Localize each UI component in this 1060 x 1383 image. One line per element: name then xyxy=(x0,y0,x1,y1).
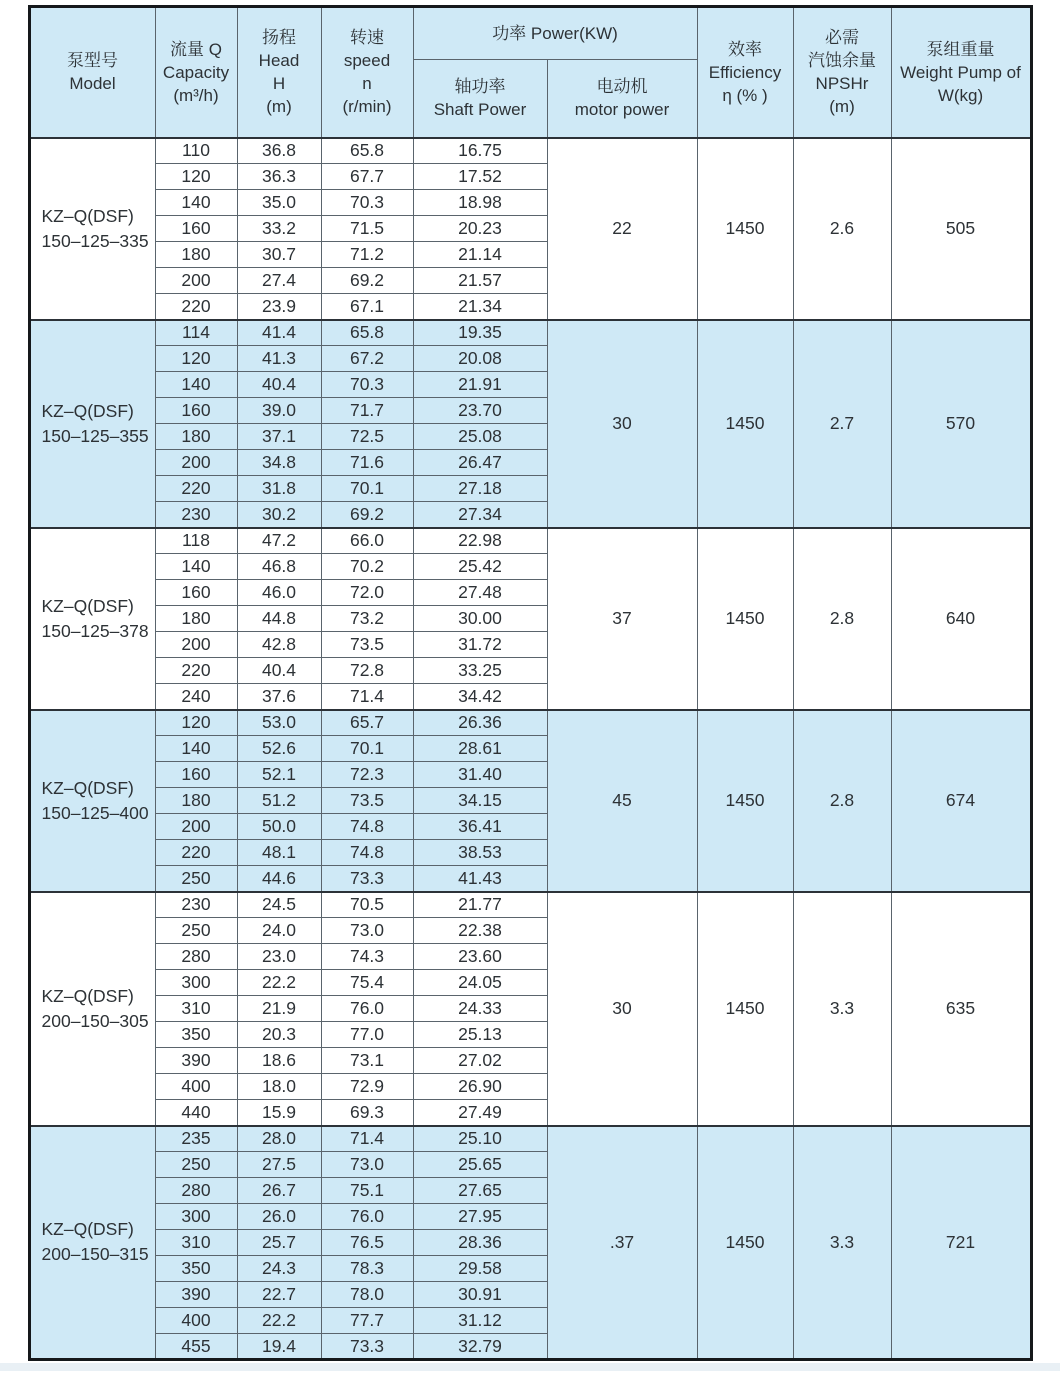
header-npshr xyxy=(793,7,891,138)
shaft-power-cell: 25.42 xyxy=(413,554,547,580)
header-row-top xyxy=(29,7,1031,60)
shaft-power-cell: 16.75 xyxy=(413,138,547,164)
model-line: KZ–Q(DSF) xyxy=(41,400,134,421)
head-cell: 26.0 xyxy=(237,1204,321,1230)
capacity-cell: 140 xyxy=(155,372,237,398)
shaft-power-cell: 18.98 xyxy=(413,190,547,216)
head-cell: 22.2 xyxy=(237,1308,321,1334)
speed-cell: 73.5 xyxy=(321,632,413,658)
header-model-line: Model xyxy=(69,74,116,94)
npshr-cell: 2.6 xyxy=(793,138,891,320)
efficiency-cell: 1450 xyxy=(697,320,793,528)
capacity-cell: 350 xyxy=(155,1022,237,1048)
head-cell: 46.0 xyxy=(237,580,321,606)
head-cell: 51.2 xyxy=(237,788,321,814)
capacity-cell: 235 xyxy=(155,1126,237,1152)
header-shaft-power-line: Shaft Power xyxy=(433,100,527,120)
speed-cell: 69.3 xyxy=(321,1100,413,1126)
shaft-power-cell: 27.49 xyxy=(413,1100,547,1126)
speed-cell: 71.2 xyxy=(321,242,413,268)
capacity-cell: 160 xyxy=(155,398,237,424)
head-cell: 41.4 xyxy=(237,320,321,346)
weight-cell: 640 xyxy=(891,528,1031,710)
model-line: 150–125–335 xyxy=(41,230,149,251)
head-cell: 50.0 xyxy=(237,814,321,840)
header-shaft-power-line: 轴功率 xyxy=(454,77,506,97)
shaft-power-cell: 25.08 xyxy=(413,424,547,450)
shaft-power-cell: 28.36 xyxy=(413,1230,547,1256)
speed-cell: 69.2 xyxy=(321,502,413,528)
table-row xyxy=(29,528,1031,554)
weight-cell: 570 xyxy=(891,320,1031,528)
shaft-power-cell: 27.65 xyxy=(413,1178,547,1204)
shaft-power-cell: 30.91 xyxy=(413,1282,547,1308)
capacity-cell: 200 xyxy=(155,268,237,294)
speed-cell: 73.3 xyxy=(321,866,413,892)
capacity-cell: 160 xyxy=(155,762,237,788)
head-cell: 24.3 xyxy=(237,1256,321,1282)
capacity-cell: 300 xyxy=(155,970,237,996)
capacity-cell: 250 xyxy=(155,1152,237,1178)
header-capacity-line: 流量 Q xyxy=(170,39,222,59)
head-cell: 20.3 xyxy=(237,1022,321,1048)
head-cell: 24.5 xyxy=(237,892,321,918)
shaft-power-cell: 17.52 xyxy=(413,164,547,190)
model-line: KZ–Q(DSF) xyxy=(41,595,134,616)
model-line: KZ–Q(DSF) xyxy=(41,205,134,226)
header-speed xyxy=(321,7,413,138)
header-weight-line: W(kg) xyxy=(937,85,984,105)
motor-power-cell: 30 xyxy=(547,892,697,1126)
speed-cell: 65.8 xyxy=(321,138,413,164)
head-cell: 25.7 xyxy=(237,1230,321,1256)
capacity-cell: 230 xyxy=(155,892,237,918)
efficiency-cell: 1450 xyxy=(697,710,793,892)
speed-cell: 76.5 xyxy=(321,1230,413,1256)
table-row xyxy=(29,320,1031,346)
speed-cell: 71.6 xyxy=(321,450,413,476)
head-cell: 40.4 xyxy=(237,372,321,398)
shaft-power-cell: 31.12 xyxy=(413,1308,547,1334)
speed-cell: 70.3 xyxy=(321,190,413,216)
header-efficiency xyxy=(697,7,793,138)
shaft-power-cell: 20.08 xyxy=(413,346,547,372)
speed-cell: 73.3 xyxy=(321,1334,413,1360)
capacity-cell: 120 xyxy=(155,164,237,190)
shaft-power-cell: 27.02 xyxy=(413,1048,547,1074)
header-efficiency-line: η (% ) xyxy=(722,85,768,105)
efficiency-cell: 1450 xyxy=(697,1126,793,1360)
motor-power-cell: 37 xyxy=(547,528,697,710)
speed-cell: 66.0 xyxy=(321,528,413,554)
shaft-power-cell: 34.42 xyxy=(413,684,547,710)
speed-cell: 67.1 xyxy=(321,294,413,320)
head-cell: 30.2 xyxy=(237,502,321,528)
shaft-power-cell: 28.61 xyxy=(413,736,547,762)
capacity-cell: 180 xyxy=(155,242,237,268)
head-cell: 39.0 xyxy=(237,398,321,424)
speed-cell: 76.0 xyxy=(321,1204,413,1230)
speed-cell: 71.7 xyxy=(321,398,413,424)
head-cell: 48.1 xyxy=(237,840,321,866)
table-row xyxy=(29,892,1031,918)
header-weight-line: 泵组重量 xyxy=(926,39,995,59)
speed-cell: 65.7 xyxy=(321,710,413,736)
weight-cell: 505 xyxy=(891,138,1031,320)
capacity-cell: 114 xyxy=(155,320,237,346)
capacity-cell: 280 xyxy=(155,944,237,970)
header-shaft-power xyxy=(413,60,547,138)
header-weight-line: Weight Pump of xyxy=(900,62,1021,82)
speed-cell: 73.1 xyxy=(321,1048,413,1074)
shaft-power-cell: 23.70 xyxy=(413,398,547,424)
shaft-power-cell: 30.00 xyxy=(413,606,547,632)
model-cell xyxy=(29,710,155,892)
head-cell: 37.1 xyxy=(237,424,321,450)
capacity-cell: 220 xyxy=(155,840,237,866)
speed-cell: 76.0 xyxy=(321,996,413,1022)
capacity-cell: 140 xyxy=(155,736,237,762)
speed-cell: 72.3 xyxy=(321,762,413,788)
head-cell: 30.7 xyxy=(237,242,321,268)
header-head xyxy=(237,7,321,138)
speed-cell: 77.0 xyxy=(321,1022,413,1048)
header-npshr-line: 汽蚀余量 xyxy=(808,51,876,71)
head-cell: 27.5 xyxy=(237,1152,321,1178)
head-cell: 18.0 xyxy=(237,1074,321,1100)
head-cell: 24.0 xyxy=(237,918,321,944)
table-row xyxy=(29,710,1031,736)
header-speed-line: (r/min) xyxy=(342,97,392,117)
speed-cell: 78.0 xyxy=(321,1282,413,1308)
header-npshr-line: NPSHr xyxy=(815,74,869,94)
head-cell: 26.7 xyxy=(237,1178,321,1204)
header-npshr-line: 必需 xyxy=(825,28,859,48)
efficiency-cell: 1450 xyxy=(697,892,793,1126)
capacity-cell: 310 xyxy=(155,1230,237,1256)
capacity-cell: 120 xyxy=(155,346,237,372)
motor-power-cell: 30 xyxy=(547,320,697,528)
model-line: 200–150–315 xyxy=(41,1244,149,1265)
head-cell: 27.4 xyxy=(237,268,321,294)
head-cell: 44.8 xyxy=(237,606,321,632)
header-motor-power xyxy=(547,60,697,138)
speed-cell: 77.7 xyxy=(321,1308,413,1334)
speed-cell: 73.0 xyxy=(321,1152,413,1178)
npshr-cell: 2.8 xyxy=(793,710,891,892)
speed-cell: 70.1 xyxy=(321,476,413,502)
npshr-cell: 3.3 xyxy=(793,1126,891,1360)
head-cell: 35.0 xyxy=(237,190,321,216)
capacity-cell: 110 xyxy=(155,138,237,164)
head-cell: 31.8 xyxy=(237,476,321,502)
head-cell: 36.3 xyxy=(237,164,321,190)
weight-cell: 635 xyxy=(891,892,1031,1126)
header-efficiency-line: 效率 xyxy=(728,39,762,59)
speed-cell: 75.1 xyxy=(321,1178,413,1204)
speed-cell: 78.3 xyxy=(321,1256,413,1282)
capacity-cell: 300 xyxy=(155,1204,237,1230)
capacity-cell: 200 xyxy=(155,450,237,476)
header-efficiency-line: Efficiency xyxy=(708,62,782,82)
capacity-cell: 280 xyxy=(155,1178,237,1204)
head-cell: 23.9 xyxy=(237,294,321,320)
capacity-cell: 230 xyxy=(155,502,237,528)
header-head-line: (m) xyxy=(266,97,292,117)
shaft-power-cell: 29.58 xyxy=(413,1256,547,1282)
model-cell xyxy=(29,138,155,320)
shaft-power-cell: 23.60 xyxy=(413,944,547,970)
speed-cell: 71.4 xyxy=(321,1126,413,1152)
npshr-cell: 3.3 xyxy=(793,892,891,1126)
header-motor-power-line: 电动机 xyxy=(596,77,648,97)
shaft-power-cell: 21.91 xyxy=(413,372,547,398)
head-cell: 37.6 xyxy=(237,684,321,710)
head-cell: 47.2 xyxy=(237,528,321,554)
capacity-cell: 180 xyxy=(155,424,237,450)
shaft-power-cell: 38.53 xyxy=(413,840,547,866)
head-cell: 40.4 xyxy=(237,658,321,684)
shaft-power-cell: 22.38 xyxy=(413,918,547,944)
head-cell: 44.6 xyxy=(237,866,321,892)
efficiency-cell: 1450 xyxy=(697,528,793,710)
shaft-power-cell: 21.14 xyxy=(413,242,547,268)
speed-cell: 75.4 xyxy=(321,970,413,996)
shaft-power-cell: 22.98 xyxy=(413,528,547,554)
head-cell: 52.1 xyxy=(237,762,321,788)
capacity-cell: 350 xyxy=(155,1256,237,1282)
header-head-line: 扬程 xyxy=(262,28,296,48)
shaft-power-cell: 27.18 xyxy=(413,476,547,502)
header-speed-line: 转速 xyxy=(350,28,384,48)
model-line: KZ–Q(DSF) xyxy=(41,985,134,1006)
capacity-cell: 220 xyxy=(155,476,237,502)
shaft-power-cell: 24.33 xyxy=(413,996,547,1022)
speed-cell: 72.0 xyxy=(321,580,413,606)
capacity-cell: 200 xyxy=(155,632,237,658)
speed-cell: 74.8 xyxy=(321,814,413,840)
weight-cell: 721 xyxy=(891,1126,1031,1360)
motor-power-cell: 45 xyxy=(547,710,697,892)
speed-cell: 72.8 xyxy=(321,658,413,684)
capacity-cell: 200 xyxy=(155,814,237,840)
speed-cell: 73.0 xyxy=(321,918,413,944)
npshr-cell: 2.8 xyxy=(793,528,891,710)
pump-spec-table xyxy=(28,5,1033,1361)
shaft-power-cell: 32.79 xyxy=(413,1334,547,1360)
header-model xyxy=(29,7,155,138)
table-row xyxy=(29,138,1031,164)
header-power: 功率 Power(KW) xyxy=(413,7,697,60)
speed-cell: 70.3 xyxy=(321,372,413,398)
shaft-power-cell: 25.65 xyxy=(413,1152,547,1178)
model-line: KZ–Q(DSF) xyxy=(41,777,134,798)
capacity-cell: 250 xyxy=(155,866,237,892)
speed-cell: 71.5 xyxy=(321,216,413,242)
shaft-power-cell: 41.43 xyxy=(413,866,547,892)
model-cell xyxy=(29,1126,155,1360)
motor-power-cell: .37 xyxy=(547,1126,697,1360)
shaft-power-cell: 27.48 xyxy=(413,580,547,606)
speed-cell: 71.4 xyxy=(321,684,413,710)
speed-cell: 67.7 xyxy=(321,164,413,190)
head-cell: 22.7 xyxy=(237,1282,321,1308)
shaft-power-cell: 31.40 xyxy=(413,762,547,788)
capacity-cell: 140 xyxy=(155,190,237,216)
shaft-power-cell: 21.77 xyxy=(413,892,547,918)
capacity-cell: 400 xyxy=(155,1074,237,1100)
model-line: 150–125–400 xyxy=(41,802,149,823)
shaft-power-cell: 33.25 xyxy=(413,658,547,684)
shaft-power-cell: 27.95 xyxy=(413,1204,547,1230)
shaft-power-cell: 31.72 xyxy=(413,632,547,658)
weight-cell: 674 xyxy=(891,710,1031,892)
shaft-power-cell: 19.35 xyxy=(413,320,547,346)
head-cell: 46.8 xyxy=(237,554,321,580)
head-cell: 18.6 xyxy=(237,1048,321,1074)
speed-cell: 65.8 xyxy=(321,320,413,346)
head-cell: 22.2 xyxy=(237,970,321,996)
speed-cell: 74.8 xyxy=(321,840,413,866)
speed-cell: 74.3 xyxy=(321,944,413,970)
npshr-cell: 2.7 xyxy=(793,320,891,528)
header-speed-line: n xyxy=(362,74,372,94)
capacity-cell: 310 xyxy=(155,996,237,1022)
capacity-cell: 180 xyxy=(155,788,237,814)
motor-power-cell: 22 xyxy=(547,138,697,320)
capacity-cell: 390 xyxy=(155,1048,237,1074)
capacity-cell: 455 xyxy=(155,1334,237,1360)
speed-cell: 72.9 xyxy=(321,1074,413,1100)
header-head-line: H xyxy=(272,74,286,94)
speed-cell: 73.2 xyxy=(321,606,413,632)
capacity-cell: 180 xyxy=(155,606,237,632)
capacity-cell: 220 xyxy=(155,658,237,684)
head-cell: 42.8 xyxy=(237,632,321,658)
capacity-cell: 160 xyxy=(155,580,237,606)
capacity-cell: 240 xyxy=(155,684,237,710)
model-line: 200–150–305 xyxy=(41,1010,149,1031)
footer-strip xyxy=(0,1363,1060,1371)
head-cell: 21.9 xyxy=(237,996,321,1022)
speed-cell: 70.1 xyxy=(321,736,413,762)
header-speed-line: speed xyxy=(343,51,391,71)
efficiency-cell: 1450 xyxy=(697,138,793,320)
model-line: KZ–Q(DSF) xyxy=(41,1219,134,1240)
head-cell: 41.3 xyxy=(237,346,321,372)
shaft-power-cell: 21.34 xyxy=(413,294,547,320)
shaft-power-cell: 26.90 xyxy=(413,1074,547,1100)
model-cell xyxy=(29,528,155,710)
shaft-power-cell: 25.13 xyxy=(413,1022,547,1048)
capacity-cell: 440 xyxy=(155,1100,237,1126)
capacity-cell: 400 xyxy=(155,1308,237,1334)
shaft-power-cell: 34.15 xyxy=(413,788,547,814)
header-model-line: 泵型号 xyxy=(67,51,118,71)
speed-cell: 67.2 xyxy=(321,346,413,372)
head-cell: 53.0 xyxy=(237,710,321,736)
speed-cell: 70.2 xyxy=(321,554,413,580)
shaft-power-cell: 21.57 xyxy=(413,268,547,294)
shaft-power-cell: 20.23 xyxy=(413,216,547,242)
model-cell xyxy=(29,320,155,528)
header-capacity xyxy=(155,7,237,138)
capacity-cell: 390 xyxy=(155,1282,237,1308)
shaft-power-cell: 25.10 xyxy=(413,1126,547,1152)
shaft-power-cell: 36.41 xyxy=(413,814,547,840)
head-cell: 36.8 xyxy=(237,138,321,164)
shaft-power-cell: 24.05 xyxy=(413,970,547,996)
capacity-cell: 120 xyxy=(155,710,237,736)
model-cell xyxy=(29,892,155,1126)
head-cell: 23.0 xyxy=(237,944,321,970)
header-capacity-line: (m³/h) xyxy=(173,85,219,105)
table-body xyxy=(29,138,1031,1360)
head-cell: 52.6 xyxy=(237,736,321,762)
speed-cell: 73.5 xyxy=(321,788,413,814)
header-npshr-line: (m) xyxy=(829,97,855,117)
shaft-power-cell: 26.47 xyxy=(413,450,547,476)
head-cell: 15.9 xyxy=(237,1100,321,1126)
speed-cell: 70.5 xyxy=(321,892,413,918)
speed-cell: 72.5 xyxy=(321,424,413,450)
model-line: 150–125–355 xyxy=(41,425,149,446)
table-row xyxy=(29,1126,1031,1152)
speed-cell: 69.2 xyxy=(321,268,413,294)
shaft-power-cell: 27.34 xyxy=(413,502,547,528)
header-weight xyxy=(891,7,1031,138)
capacity-cell: 118 xyxy=(155,528,237,554)
model-line: 150–125–378 xyxy=(41,620,149,641)
head-cell: 19.4 xyxy=(237,1334,321,1360)
capacity-cell: 250 xyxy=(155,918,237,944)
shaft-power-cell: 26.36 xyxy=(413,710,547,736)
header-head-line: Head xyxy=(258,51,300,71)
header-capacity-line: Capacity xyxy=(162,62,230,82)
table-header xyxy=(29,7,1031,138)
head-cell: 28.0 xyxy=(237,1126,321,1152)
capacity-cell: 220 xyxy=(155,294,237,320)
capacity-cell: 160 xyxy=(155,216,237,242)
head-cell: 33.2 xyxy=(237,216,321,242)
head-cell: 34.8 xyxy=(237,450,321,476)
header-motor-power-line: motor power xyxy=(574,100,670,120)
capacity-cell: 140 xyxy=(155,554,237,580)
